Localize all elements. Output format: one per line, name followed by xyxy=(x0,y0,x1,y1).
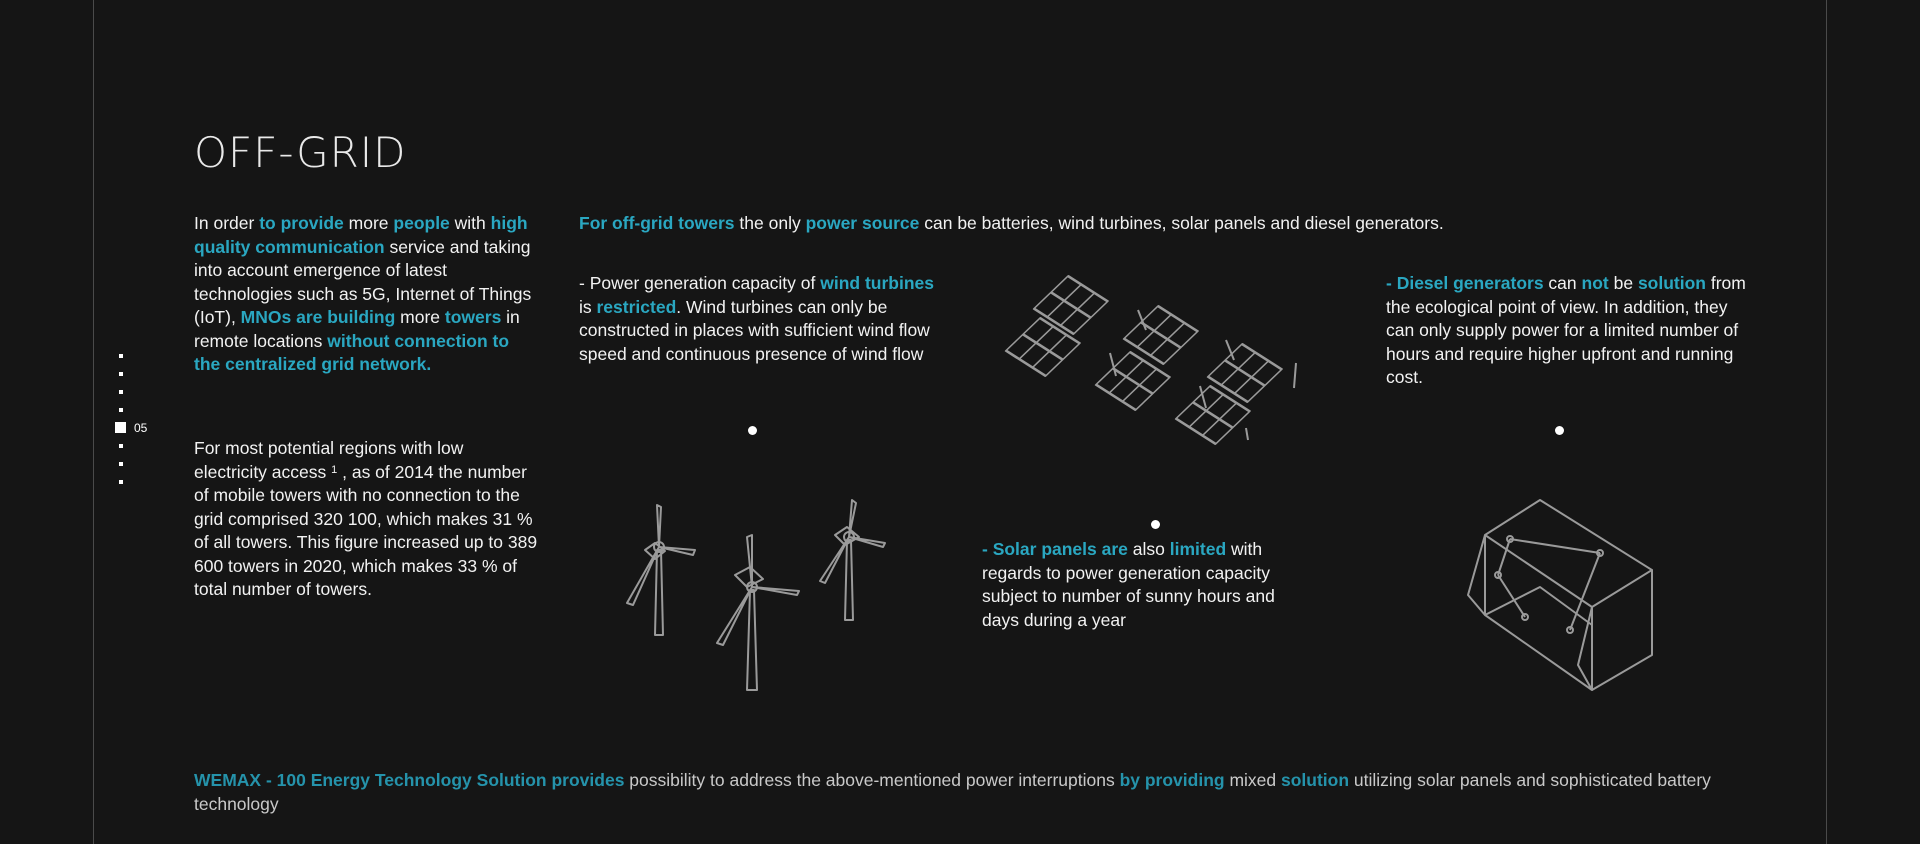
highlighted-text: not xyxy=(1581,273,1609,293)
solar-panels-icon xyxy=(1010,268,1310,468)
text-segment: can be batteries, wind turbines, solar panels and diesel generators. xyxy=(919,213,1444,233)
highlighted-text: WEMAX - 100 Energy Technology Solution provides xyxy=(194,770,625,790)
power-sources-intro-text xyxy=(579,212,1579,236)
text-segment: be xyxy=(1608,273,1638,293)
wind-turbines-text xyxy=(579,272,939,366)
statistics-text-start: For most potential regions with low electricity access xyxy=(194,438,464,482)
text-segment: with regards to power generation capacity subject to number of sunny hours and days during a year xyxy=(982,539,1275,630)
slide-nav-dot[interactable] xyxy=(119,390,123,394)
slide-nav-dot[interactable] xyxy=(119,462,123,466)
highlighted-text: without connection to the centralized grid network. xyxy=(194,330,510,374)
solar-bullet xyxy=(1151,520,1160,529)
text-segment: utilizing solar panels and sophisticated battery technology xyxy=(194,770,1711,814)
power-sources-intro xyxy=(579,212,1579,236)
solar-panels-text xyxy=(982,538,1312,632)
highlighted-text: - Solar panels are xyxy=(982,539,1128,559)
footnote-reference[interactable]: 1 xyxy=(331,463,338,476)
slide-nav-dot[interactable] xyxy=(119,372,123,376)
bottom-summary xyxy=(194,768,1754,814)
page-title: OFF-GRID xyxy=(194,128,407,177)
highlighted-text: - Diesel generators xyxy=(1386,273,1544,293)
text-segment: In order xyxy=(194,213,260,233)
text-segment: also xyxy=(1127,539,1170,559)
text-segment: service and taking into account emergence of latest technologies such as 5G, Internet of Things (IoT), xyxy=(194,236,532,327)
wind-turbines-icon xyxy=(615,495,915,695)
highlighted-text: wind turbines xyxy=(820,273,934,293)
highlighted-text: high quality communication xyxy=(194,213,528,257)
text-segment: . Wind turbines can only be constructed in places with sufficient wind flow speed and continuous presence of wind flow xyxy=(579,296,930,364)
highlighted-text: solution xyxy=(1280,770,1350,790)
highlighted-text: power source xyxy=(805,213,920,233)
slide-nav-dot[interactable] xyxy=(119,480,123,484)
highlighted-text: restricted xyxy=(596,296,677,317)
text-segment: with xyxy=(449,213,491,233)
text-segment: the only xyxy=(734,213,806,233)
text-segment: can xyxy=(1543,273,1582,293)
highlighted-text: limited xyxy=(1169,539,1227,559)
wind-turbines-paragraph xyxy=(579,272,939,366)
text-segment: more xyxy=(343,213,394,233)
highlighted-text: MNOs are building xyxy=(240,307,396,327)
intro-paragraph xyxy=(194,212,539,377)
text-segment: - Power generation capacity of xyxy=(579,273,821,293)
text-segment: mixed xyxy=(1224,770,1281,790)
highlighted-text: to provide xyxy=(259,213,344,233)
slide-nav-page-number: 05 xyxy=(134,421,148,435)
text-segment: more xyxy=(395,307,445,327)
slide-nav-current[interactable] xyxy=(115,422,126,433)
text-segment: in remote locations xyxy=(194,307,520,351)
solar-panels-paragraph xyxy=(982,538,1312,632)
statistics-paragraph-text xyxy=(194,437,539,602)
diesel-bullet xyxy=(1555,426,1564,435)
highlighted-text: For off-grid towers xyxy=(579,213,735,233)
text-segment: possibility to address the above-mentioned power interruptions xyxy=(624,770,1120,790)
diesel-generators-paragraph xyxy=(1386,272,1746,390)
slide-nav-dot[interactable] xyxy=(119,444,123,448)
wind-bullet xyxy=(748,426,757,435)
highlighted-text: people xyxy=(393,213,450,233)
frame-left-border xyxy=(93,0,94,844)
text-segment: from the ecological point of view. In addition, they can only supply power for a limited number of hours and require higher upfront and running cost. xyxy=(1386,273,1746,387)
bottom-summary-text xyxy=(194,770,1711,814)
highlighted-text: solution xyxy=(1637,273,1706,293)
frame-right-border xyxy=(1826,0,1827,844)
slide-nav-dot[interactable] xyxy=(119,354,123,358)
slide-nav-dot[interactable] xyxy=(119,408,123,412)
text-segment: is xyxy=(579,296,597,317)
highlighted-text: by providing xyxy=(1119,770,1225,790)
intro-paragraph-text xyxy=(194,212,539,377)
statistics-text-end: , as of 2014 the number of mobile towers with no connection to the grid comprised 320 100, which makes 31 % of all towers. This figure increased up to 389 600 towers in 2020, which makes 33 % of total number of towers. xyxy=(194,461,538,599)
statistics-paragraph xyxy=(194,437,539,602)
diesel-generators-text xyxy=(1386,272,1746,390)
diesel-generator-icon xyxy=(1460,495,1660,715)
highlighted-text: towers xyxy=(444,307,502,327)
